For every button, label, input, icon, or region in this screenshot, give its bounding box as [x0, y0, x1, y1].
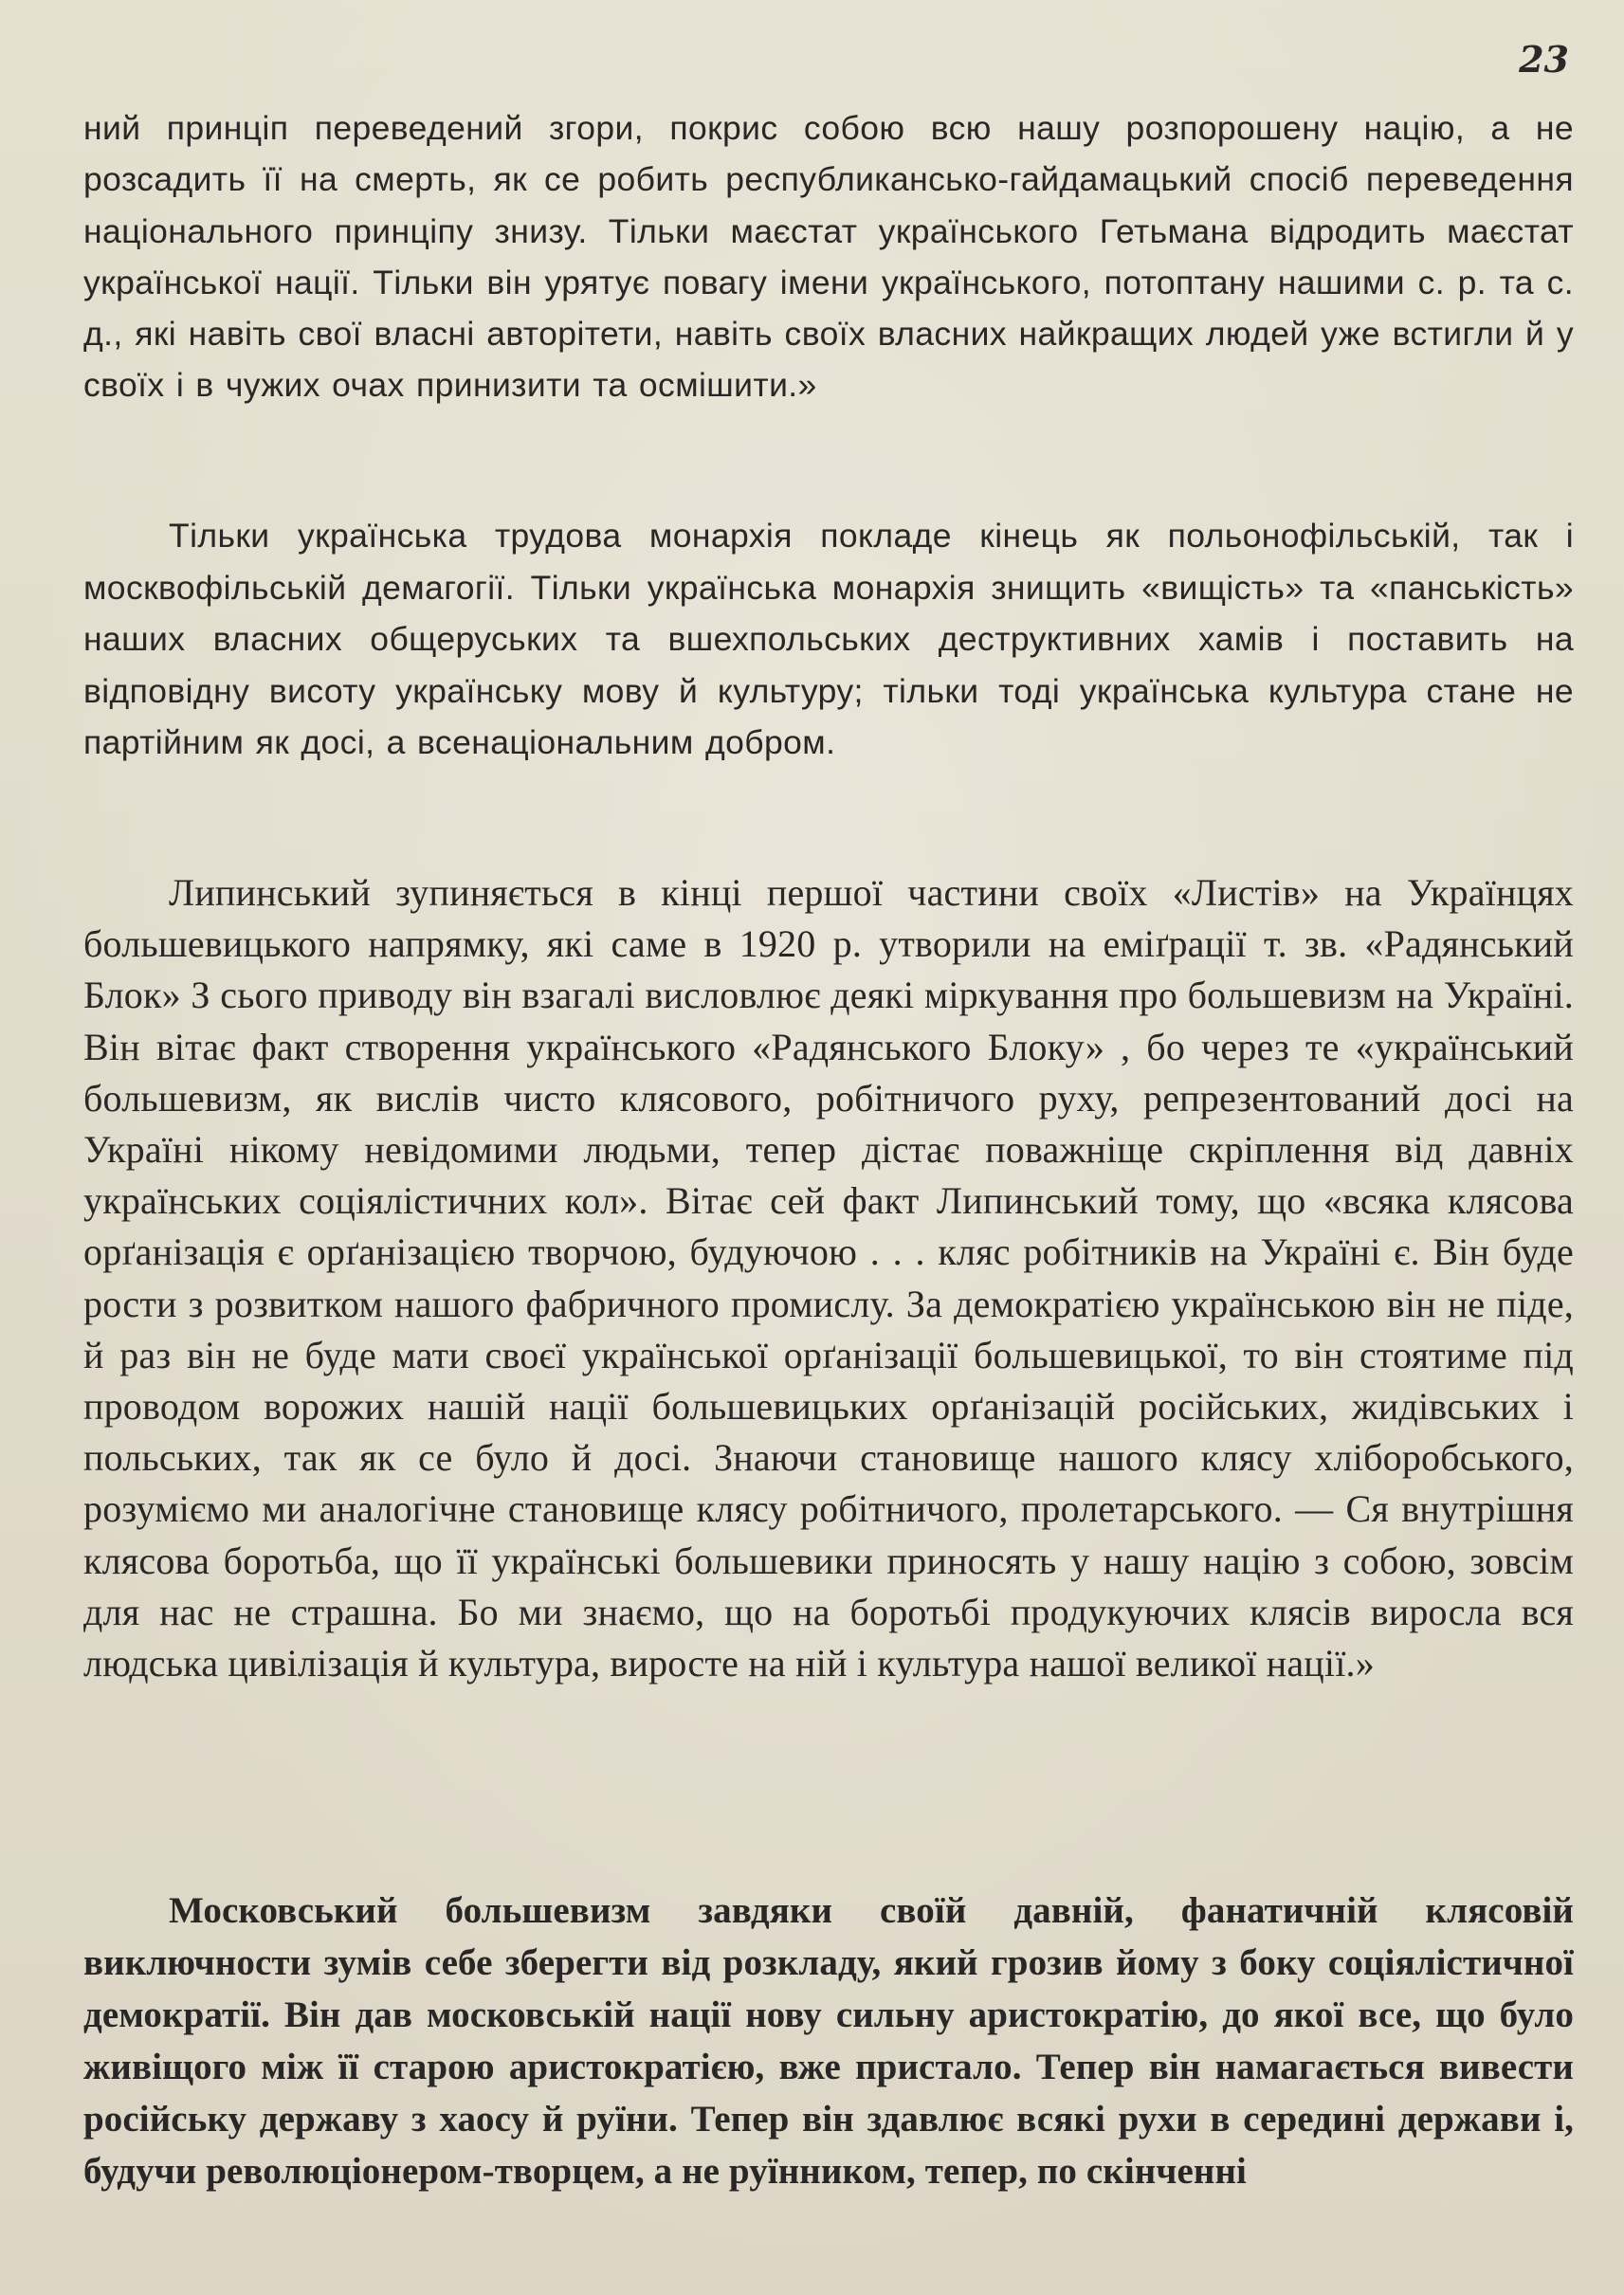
paragraph-1: ний принціп переведений згори, покрис собою всю нашу розпорошену націю, а не розсадить її на смерть, як се робить республиканськo-гайдамацький спосіб переведення національного принціпу знизу. Тільки маєстат українського Гетьмана відродить маєстат української нації. Тільки він урятує повагу імени українського, потоптану нашими с. р. та с. д., які навіть свої власні авторітети, навіть своїх власних найкращих людей уже встигли й у своїх і в чужих очах принизити та осмішити.»: [83, 109, 1574, 405]
text-section-bolshevism: [83, 867, 1574, 1689]
text-section-quote-end: [83, 102, 1574, 411]
text-section-monarchy: [83, 510, 1574, 769]
paragraph-3: Липинський зупиняється в кінці першої частини своїх «Листів» на Українцях большевицького напрямку, які саме в 1920 р. утворили на еміґрації т. зв. «Радянський Блок» З сього приводу він взагалі висловлює деякі міркування про большевизм на Україні. Він вітає факт створення українського «Радянського Блоку» , бо через те «український большевизм, як вислів чисто клясового, робітничого руху, репрезентований досі на Україні нікому невідомими людьми, тепер дістає поважніще скріплення від давніх українських соціялістичних кол». Вітає сей факт Липинський тому, що «всяка клясова орґанізація є орґанізацією творчою, будуючою . . . кляс робітників на Україні є. Він буде рости з розвитком нашого фабричного промислу. За демократією українською він не піде, й раз він не буде мати своєї української орґанізації большевицької, то він стоятиме під проводом ворожих нашій нації большевицьких орґанізацій російських, жидівських і польських, так як се було й досі. Знаючи становище нашого клясу хліборобського, розуміємо ми аналогічне становище клясу робітничого, пролетарського. — Ся внутрішня клясова боротьба, що її українські большевики приносять у нашу націю з собою, зовсім для нас не страшна. Бо ми знаємо, що на боротьбі продукуючих клясів виросла вся людська цивілізація й культура, виросте на ній і культура нашої великої нації.»: [83, 871, 1574, 1685]
paragraph-2: Тільки українська трудова монархія покладе кінець як польонофільській, так і москвофільській демагогії. Тільки українська монархія знищить «вищість» та «панськість» наших власних общеруських та вшехпольських деструктивних хамів і поставить на відповідну висоту українську мову й культуру; тільки тоді українська культура стане не партійним як досі, а всенаціональним добром.: [83, 517, 1574, 761]
paragraph-4: Московський большевизм завдяки своїй давній, фанатичній клясовій виключности зумів себе зберегти від розкладу, який грозив йому з боку соціялістичної демократії. Він дав московській нації нову сильну аристократію, до якої все, що було живіщого між її старою аристократією, вже пристало. Тепер він намагається вивести російську державу з хаосу й руїни. Тепер він здавлює всякі рухи в середині держави і, будучи революціонером-творцем, а не руїнником, тепер, по скінченні: [83, 1890, 1574, 2192]
text-section-moscow-bolshevism: [83, 1885, 1574, 2197]
page-number: 23: [1519, 38, 1569, 81]
